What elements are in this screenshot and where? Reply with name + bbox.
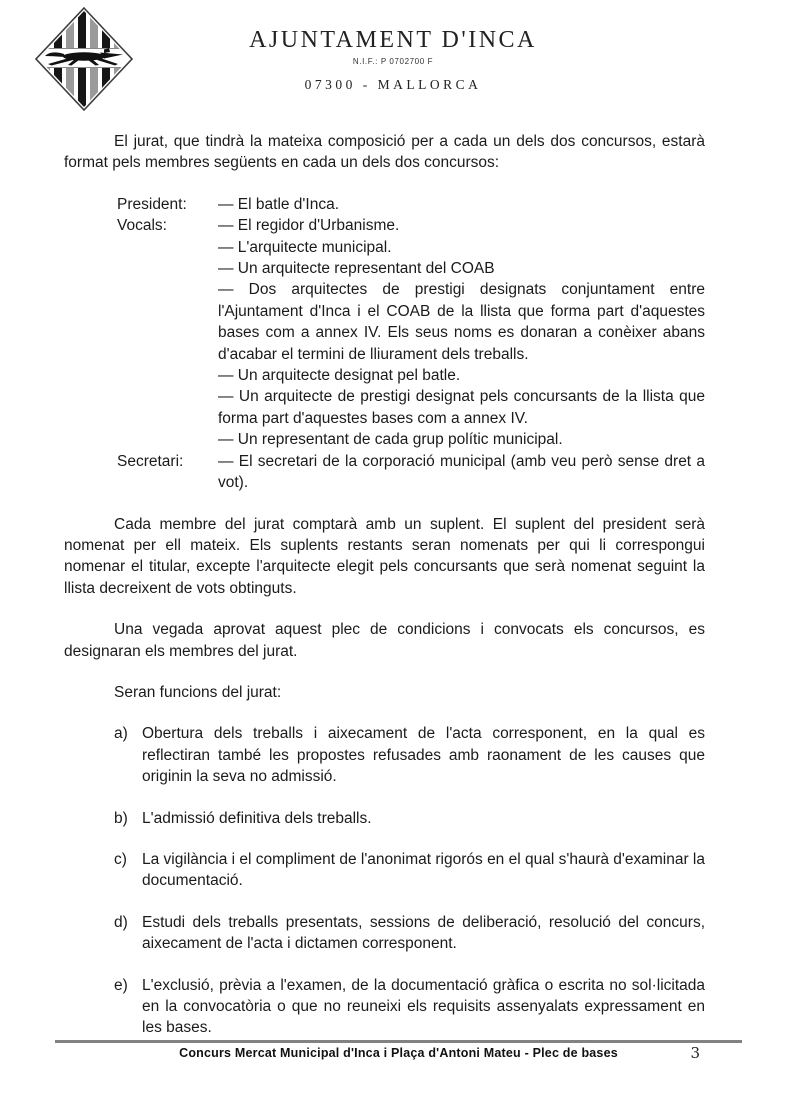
- letterhead: [0, 0, 786, 125]
- list-item: [114, 912, 705, 955]
- body-paragraph: Cada membre del jurat comptarà amb un suplent. El suplent del president serà nomenat per ell mateix. Els suplents restants seran nomenats per qui li correspongui nomenar el titular, excepte l'arquitecte elegit pels concursants que serà nomenat seguint la llista decreixent de vots obtinguts.: [64, 515, 705, 597]
- jury-role: Vocals:: [117, 217, 167, 235]
- list-item: [114, 975, 705, 1039]
- jury-functions-list: [114, 723, 705, 1038]
- list-item: [114, 849, 705, 892]
- list-item-text: Estudi dels treballs presentats, sessions de deliberació, resolució del concurs, aixecament de l'acta i dictamen corresponent.: [142, 913, 705, 953]
- list-item-label: a): [114, 725, 128, 743]
- intro-paragraph: El jurat, que tindrà la mateixa composició per a cada un dels dos concursos, estarà format pels membres següents en cada un dels dos concursos:: [64, 133, 705, 172]
- list-item: [114, 808, 705, 829]
- page-number: 3: [690, 1044, 700, 1062]
- jury-item: — Un arquitecte de prestigi designat pels concursants de la llista que forma part d'aquestes bases com a annex IV.: [218, 388, 705, 427]
- org-title: AJUNTAMENT D'INCA: [249, 27, 537, 53]
- jury-item: — El secretari de la corporació municipal (amb veu però sense dret a vot).: [218, 452, 705, 492]
- list-item-text: Obertura dels treballs i aixecament de l'acta corresponent, en la qual es reflectiran també les propostes refusades amb raonament de les causes que originin la seva no admissió.: [142, 725, 705, 786]
- org-location: 07300 - MALLORCA: [304, 77, 482, 92]
- list-item-label: e): [114, 976, 128, 994]
- letterhead-text: [0, 28, 786, 92]
- list-item: [114, 723, 705, 787]
- list-item-text: L'admissió definitiva dels treballs.: [142, 809, 372, 827]
- jury-row-president: [117, 194, 705, 215]
- org-nif: N.I.F.: P 0702700 F: [352, 57, 434, 66]
- jury-items: [218, 215, 705, 450]
- footer-document-title: Concurs Mercat Municipal d'Inca i Plaça d'Antoni Mateu - Plec de bases: [179, 1046, 618, 1060]
- jury-role: President:: [117, 195, 187, 213]
- jury-items: [218, 194, 705, 215]
- page-footer: [55, 1040, 742, 1060]
- jury-table: [117, 194, 705, 494]
- jury-item: — El batle d'Inca.: [218, 195, 339, 213]
- list-item-text: L'exclusió, prèvia a l'examen, de la documentació gràfica o escrita no sol·licitada en la convocatòria o que no reuneixi els requisits assenyalats expressament en les bases.: [142, 976, 705, 1037]
- list-item-label: d): [114, 913, 128, 931]
- jury-item: — Un arquitecte representant del COAB: [218, 260, 495, 278]
- list-item-label: b): [114, 809, 128, 827]
- jury-item: — L'arquitecte municipal.: [218, 238, 392, 256]
- jury-role: Secretari:: [117, 452, 184, 470]
- jury-row-vocals: [117, 215, 705, 450]
- jury-row-secretari: [117, 451, 705, 494]
- jury-item: — Un representant de cada grup polític municipal.: [218, 431, 563, 449]
- functions-heading: Seran funcions del jurat:: [114, 683, 282, 701]
- jury-item: — Un arquitecte designat pel batle.: [218, 367, 461, 385]
- list-item-label: c): [114, 850, 127, 868]
- document-body: [64, 131, 705, 1059]
- jury-items: [218, 451, 705, 494]
- jury-item: — Dos arquitectes de prestigi designats conjuntament entre l'Ajuntament d'Inca i el COAB de la llista que forma part d'aquestes bases com a annex IV. Els seus noms es donaran a conèixer abans d'acabar el termini de lliurament dels treballs.: [218, 281, 705, 363]
- jury-item: — El regidor d'Urbanisme.: [218, 217, 400, 235]
- body-paragraph: Una vegada aprovat aquest plec de condicions i convocats els concursos, es designaran els membres del jurat.: [64, 621, 705, 660]
- list-item-text: La vigilància i el compliment de l'anonimat rigorós en el qual s'haurà d'examinar la documentació.: [142, 850, 705, 890]
